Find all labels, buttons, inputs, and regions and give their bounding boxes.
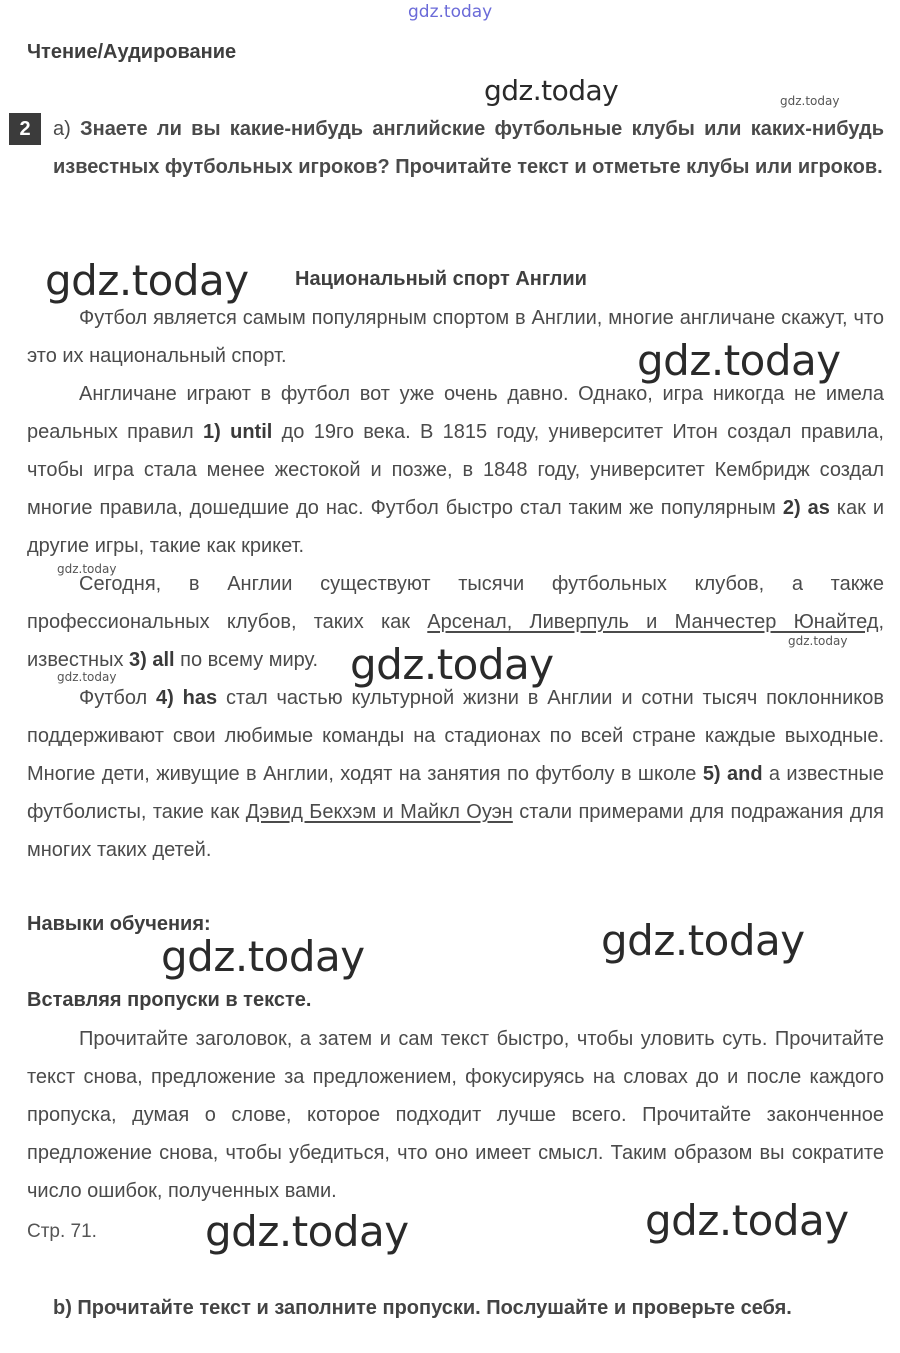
task-b: b) Прочитайте текст и заполните пропуски. Послушайте и проверьте себя.	[53, 1297, 792, 1319]
article-paragraph-3	[27, 565, 884, 679]
task-a	[53, 110, 884, 186]
text-run: как и другие игры, такие как крикет.	[27, 497, 884, 557]
watermark-small: gdz.today	[788, 634, 848, 648]
article-title: Национальный спорт Англии	[295, 268, 587, 290]
gap-answer-1: 1) until	[203, 421, 273, 443]
text-run: стал частью культурной жизни в Англии и сотни тысяч поклонников поддерживают свои любимые команды на стадионах по всей стране каждые выходные. Многие дети, живущие в Англии, ходят на занятия по футболу в школе	[27, 687, 885, 785]
text-run: по всему миру.	[174, 649, 319, 671]
watermark-small: gdz.today	[57, 670, 117, 684]
text-run: Англичане играют в футбол вот уже очень давно. Однако, игра никогда не имела реальных правил	[27, 383, 884, 443]
watermark-small: gdz.today	[57, 562, 117, 576]
text-run: стали примерами для подражания для многих таких детей.	[27, 801, 884, 861]
skills-header: Навыки обучения:	[27, 913, 211, 935]
gap-answer-2: 2) as	[782, 497, 830, 519]
text-run: до 19го века. В 1815 году, университет Итон создал правила, чтобы игра стала менее жестокой и позже, в 1848 году, университет Кембридж создал многие правила, дошедшие до нас. Футбол быстро стал таким же популярным	[27, 421, 884, 519]
task-a-label: a)	[53, 118, 71, 140]
watermark: gdz.today	[601, 916, 805, 965]
watermark: gdz.today	[161, 932, 365, 981]
gap-answer-4: 4) has	[156, 687, 218, 709]
section-header: Чтение/Аудирование	[27, 41, 237, 63]
watermark: gdz.today	[645, 1196, 849, 1245]
task-a-text: Знаете ли вы какие-нибудь английские футбольные клубы или каких-нибудь известных футбольных игроков? Прочитайте текст и отметьте клубы или игроков.	[53, 118, 884, 178]
article-paragraph-1: Футбол является самым популярным спортом в Англии, многие англичане скажут, что это их национальный спорт.	[27, 307, 884, 367]
article-paragraph-2	[27, 375, 884, 565]
text-run: , известных	[27, 611, 884, 671]
gap-answer-3: 3) all	[129, 649, 175, 671]
text-run: а известные футболисты, такие как	[27, 763, 884, 823]
watermark-small: gdz.today	[780, 94, 840, 108]
watermark: gdz.today	[484, 74, 619, 107]
watermark: gdz.today	[637, 336, 841, 385]
text-run: Сегодня, в Англии существуют тысячи футбольных клубов, а также профессиональных клубов, таких как	[27, 573, 884, 633]
players-underlined: Дэвид Бекхэм и Майкл Оуэн	[245, 801, 513, 823]
gap-answer-5: 5) and	[702, 763, 763, 785]
skills-text: Прочитайте заголовок, а затем и сам текст быстро, чтобы уловить суть. Прочитайте текст снова, предложение за предложением, фокусируясь на словах до и после каждого пропуска, думая о слове, которое подходит лучше всего. Прочитайте законченное предложение снова, чтобы убедиться, что оно имеет смысл. Таким образом вы сократите число ошибок, полученных вами.	[27, 1028, 884, 1202]
article-paragraph-4	[27, 679, 884, 869]
clubs-underlined: Арсенал, Ливерпуль и Манчестер Юнайтед	[427, 611, 879, 633]
skills-subheader: Вставляя пропуски в тексте.	[27, 989, 312, 1011]
watermark: gdz.today	[350, 640, 554, 689]
text-run: Футбол	[79, 687, 157, 709]
page-reference: Стр. 71.	[27, 1221, 97, 1242]
watermark-top: gdz.today	[408, 2, 493, 22]
watermark: gdz.today	[45, 256, 249, 305]
task-number-badge: 2	[9, 113, 41, 145]
watermark: gdz.today	[205, 1207, 409, 1256]
